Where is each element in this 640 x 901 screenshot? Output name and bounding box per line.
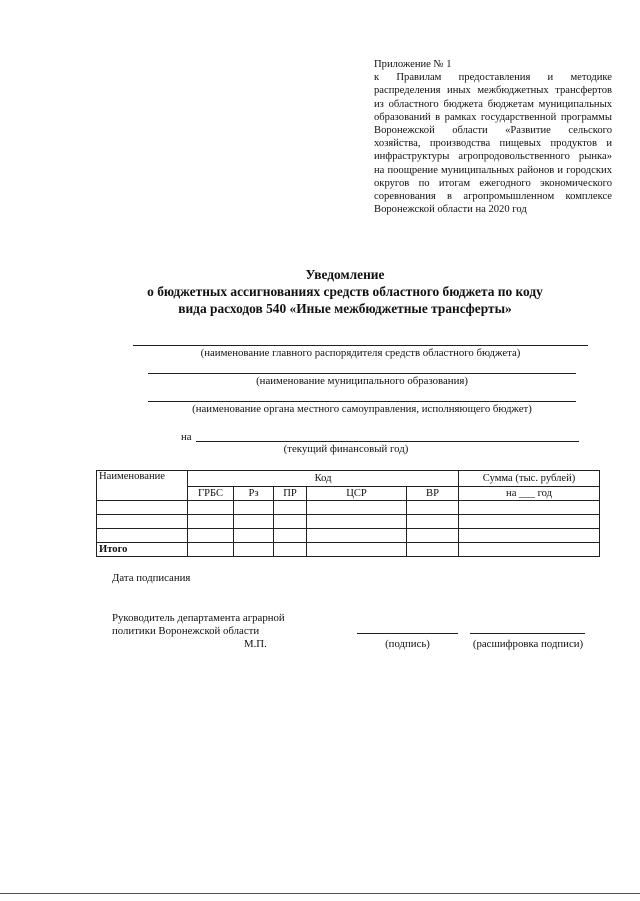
budget-table — [96, 470, 600, 557]
caption-local-authority: (наименование органа местного самоуправления, исполняющего бюджет) — [192, 403, 532, 415]
header-code: Код — [188, 471, 459, 487]
header-name: Наименование — [97, 471, 188, 501]
header-rz: Рз — [234, 487, 274, 501]
appendix-title: Приложение № 1 — [374, 59, 452, 70]
header-vr: ВР — [407, 487, 459, 501]
seal-mp: М.П. — [244, 638, 267, 650]
total-label: Итого — [97, 543, 188, 557]
table-row — [97, 529, 600, 543]
notice-subtitle-line1: о бюджетных ассигнованиях средств областного бюджета по коду — [147, 284, 543, 299]
head-title-line1: Руководитель департамента аграрной — [112, 612, 285, 624]
table-header-row — [97, 471, 600, 487]
notice-subtitle-line2: вида расходов 540 «Иные межбюджетные трансферты» — [178, 301, 512, 316]
field-line-budget-manager[interactable] — [133, 345, 588, 346]
caption-budget-manager: (наименование главного распорядителя средств областного бюджета) — [200, 347, 521, 359]
header-pr: ПР — [274, 487, 307, 501]
label-na: на — [181, 431, 192, 443]
header-csr: ЦСР — [307, 487, 407, 501]
header-grbs: ГРБС — [188, 487, 234, 501]
signature-line[interactable] — [357, 633, 458, 634]
field-line-municipality[interactable] — [148, 373, 576, 374]
field-line-local-authority[interactable] — [148, 401, 576, 402]
table-total-row — [97, 543, 600, 557]
decoding-caption: (расшифровка подписи) — [472, 638, 584, 650]
notice-title: Уведомление — [305, 267, 385, 282]
field-line-fiscal-year[interactable] — [196, 441, 579, 442]
signing-date-label: Дата подписания — [112, 572, 191, 584]
caption-municipality: (наименование муниципального образования) — [256, 375, 468, 387]
caption-fiscal-year: (текущий финансовый год) — [283, 443, 409, 455]
decoding-line[interactable] — [470, 633, 585, 634]
head-title-line2: политики Воронежской области — [112, 625, 260, 637]
header-sum-year: на ___ год — [459, 487, 600, 501]
page-bottom-rule — [0, 893, 640, 894]
signature-caption: (подпись) — [385, 638, 430, 650]
table-row — [97, 501, 600, 515]
appendix-block — [374, 58, 612, 216]
appendix-text: к Правилам предоставления и методике распределения иных межбюджетных трансфертов из областного бюджета бюджетам муниципальных образований в рамках государственной программы Воронежской области «Развитие сельского хозяйства, производства пищевых продуктов и инфраструктуры агропродовольственного рынка» на поощрение муниципальных районов и городских округов по итогам ежегодного экономического соревнования в агропромышленном комплексе Воронежской области на 2020 год — [374, 72, 612, 216]
header-sum: Сумма (тыс. рублей) — [459, 471, 600, 487]
table-row — [97, 515, 600, 529]
